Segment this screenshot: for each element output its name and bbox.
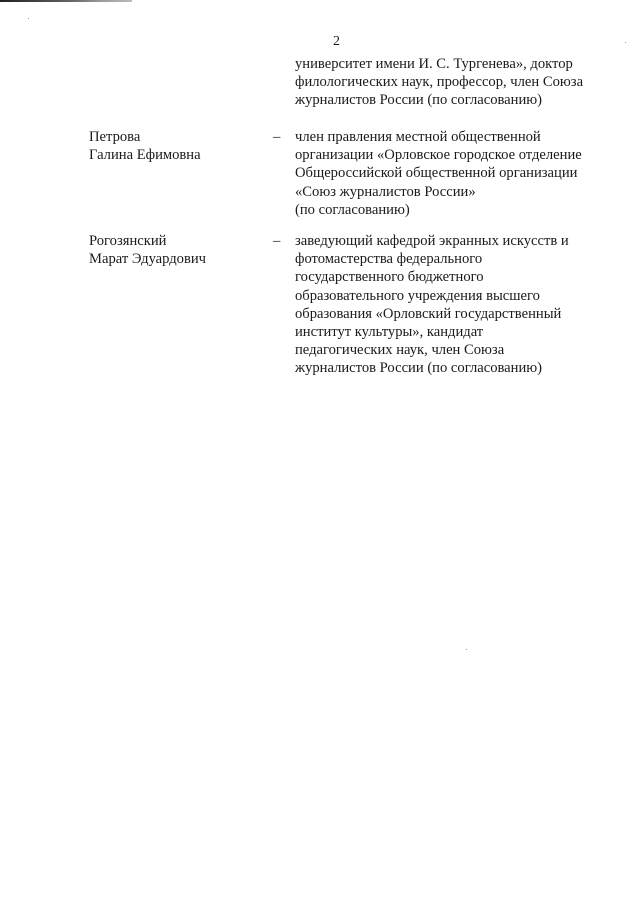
description-line: университет имени И. С. Тургенева», доктор <box>295 56 573 72</box>
description-line: институт культуры», кандидат <box>295 324 484 341</box>
member-given-names: Галина Ефимовна <box>89 147 201 164</box>
description-line: Общероссийской общественной организации <box>295 165 578 182</box>
description-line: педагогических наук, член Союза <box>295 342 505 359</box>
description-line: член правления местной общественной <box>295 129 541 145</box>
description-line: заведующий кафедрой экранных искусств и <box>295 233 569 249</box>
description-line: журналистов России (по согласованию) <box>295 360 543 377</box>
description-line: государственного бюджетного <box>295 269 484 286</box>
member-name <box>89 128 201 164</box>
description-line: образовательного учреждения высшего <box>295 287 540 304</box>
description-line: журналистов России (по согласованию) <box>295 92 543 109</box>
scan-speck <box>625 42 626 43</box>
scan-speck <box>28 18 29 19</box>
member-given-names: Марат Эдуардович <box>89 251 207 268</box>
description-line: образования «Орловский государственный <box>295 305 562 322</box>
member-surname: Рогозянский <box>89 233 167 249</box>
description-line: (по согласованию) <box>295 201 410 218</box>
scan-edge-artifact <box>0 0 132 2</box>
member-surname: Петрова <box>89 129 141 145</box>
dash-separator: – <box>273 233 281 249</box>
description-line: «Союз журналистов России» <box>295 183 476 200</box>
description-line: фотомастерства федерального <box>295 251 483 268</box>
page-number: 2 <box>333 34 340 49</box>
description-line: филологических наук, профессор, член Союза <box>295 74 584 91</box>
member-description <box>295 128 582 219</box>
scan-speck <box>466 649 467 650</box>
member-description <box>295 232 569 378</box>
member-name <box>89 232 206 268</box>
dash-separator: – <box>273 129 281 145</box>
continued-description <box>295 55 583 110</box>
description-line: организации «Орловское городское отделение <box>295 147 582 164</box>
